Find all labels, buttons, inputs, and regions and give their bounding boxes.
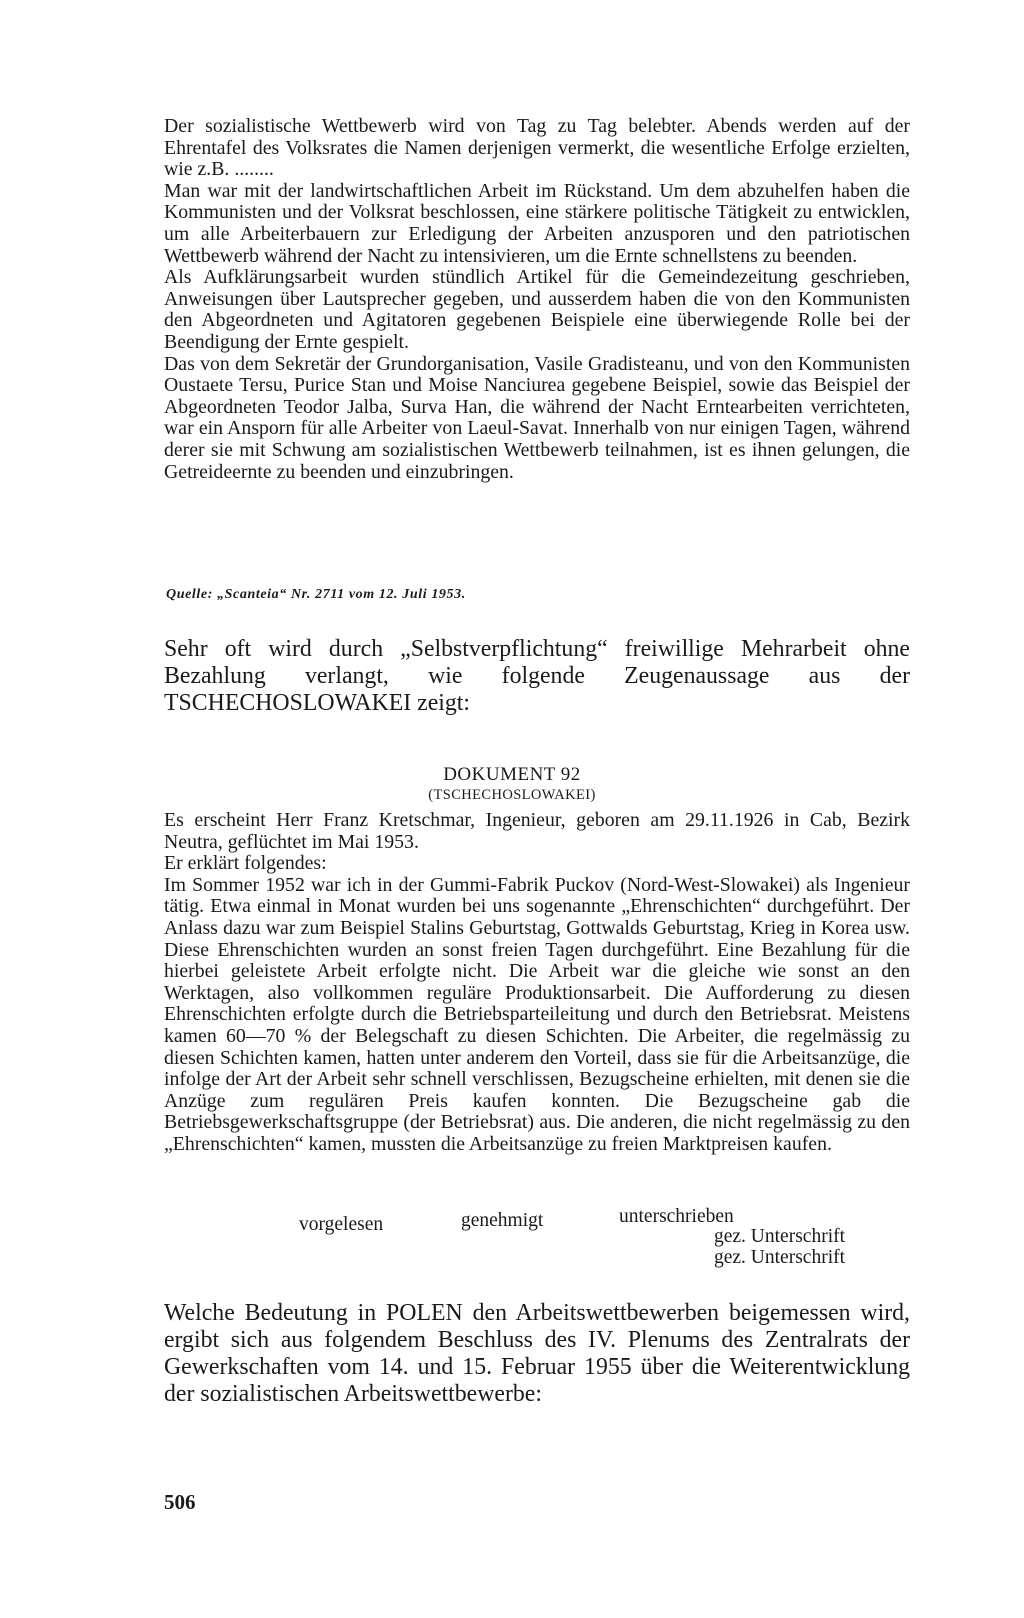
page-number: 506 [164,1490,196,1514]
signature-line-1: gez. Unterschrift [714,1226,846,1247]
document-title: DOKUMENT 92 [443,764,581,785]
source-citation: Quelle: „Scanteia“ Nr. 2711 vom 12. Juli 1953. [166,587,466,602]
paragraph: Es erscheint Herr Franz Kretschmar, Ingenieur, geboren am 29.11.1926 in Cab, Bezirk Neutra, geflüchtet im Mai 1953. [164,809,910,853]
paragraph: Als Aufklärungsarbeit wurden stündlich Artikel für die Gemeindezeitung geschrieben, Anweisungen über Lautsprecher gegeben, und ausserdem haben die von den Kommunisten den Abgeordneten und Agitatoren gegebenen Beispiele eine überwiegende Rolle bei der Beendigung der Ernte gespielt. [164,266,910,353]
paragraph: Er erklärt folgendes: [164,852,327,875]
paragraph: Sehr oft wird durch „Selbstverpflichtung“ freiwillige Mehrarbeit ohne Bezahlung verlangt, wie folgende Zeugenaussage aus der TSCHECHOSLOWAKEI zeigt: [164,636,910,716]
testimony [164,810,910,1156]
signature-read: vorgelesen [299,1214,384,1235]
signature-approved: genehmigt [461,1210,544,1231]
paragraph: Das von dem Sekretär der Grundorganisation, Vasile Gradisteanu, und von den Kommunisten Oustaete Tersu, Purice Stan und Moise Nanciurea gegebene Beispiel, sowie das Beispiel der Abgeordneten Teodor Jalba, Surva Han, die während der Nacht Erntearbeiten verrichteten, war ein Ansporn für alle Arbeiter von Laeul-Savat. Innerhalb von nur einigen Tagen, während derer sie mit Schwung am sozialistischen Wettbewerb teilnahmen, ist es ihnen gelungen, die Getreideernte zu beenden und einzubringen. [164,352,910,483]
closing-paragraph [164,1300,910,1408]
document-subtitle: (TSCHECHOSLOWAKEI) [428,787,596,803]
signature-line-2: gez. Unterschrift [714,1247,846,1268]
paragraph: Welche Bedeutung in POLEN den Arbeitswettbewerben beigemessen wird, ergibt sich aus folgendem Beschluss des IV. Plenums des Zentralrats der Gewerkschaften vom 14. und 15. Februar 1955 über die Weiterentwicklung der sozialistischen Arbeitswettbewerbe: [164,1300,910,1407]
intro-paragraph [164,636,910,717]
report-excerpt [164,116,910,483]
paragraph: Im Sommer 1952 war ich in der Gummi-Fabrik Puckov (Nord-West-Slowakei) als Ingenieur tätig. Etwa einmal in Monat wurden bei uns sogenannte „Ehrenschichten“ durchgeführt. Der Anlass dazu war zum Beispiel Stalins Geburtstag, Gottwalds Geburtstag, Krieg in Korea usw. Diese Ehrenschichten wurden an sonst freien Tagen durchgeführt. Eine Bezahlung für die hierbei geleistete Arbeit erfolgte nicht. Die Arbeit war die gleiche wie sonst an den Werktagen, also vollkommen reguläre Produktionsarbeit. Die Aufforderung zu diesen Ehrenschichten erfolgte durch die Betriebsparteileitung und durch den Betriebsrat. Meistens kamen 60—70 % der Belegschaft zu diesen Schichten. Die Arbeiter, die regelmässig zu diesen Schichten kamen, hatten unter anderem den Vorteil, dass sie für die Arbeitsanzüge, die infolge der Art der Arbeit sehr schnell verschlissen, Bezugscheine erhielten, mit denen sie die Anzüge zum regulären Preis kaufen konnten. Die Bezugscheine gab die Betriebsgewerkschaftsgruppe (der Betriebsrat) aus. Die anderen, die nicht regelmässig zu den „Ehrenschichten“ kamen, mussten die Arbeitsanzüge zu freien Marktpreisen kaufen. [164,873,910,1155]
paragraph: Der sozialistische Wettbewerb wird von Tag zu Tag belebter. Abends werden auf der Ehrentafel des Volksrates die Namen derjenigen vermerkt, die wesentliche Erfolge erzielten, wie z.B. ........ [164,115,910,181]
signature-signed: unterschrieben [619,1206,734,1227]
paragraph: Man war mit der landwirtschaftlichen Arbeit im Rückstand. Um dem abzuhelfen haben die Kommunisten und der Volksrat beschlossen, eine stärkere politische Tätigkeit zu entwicklen, um alle Arbeiterbauern zur Erledigung der Arbeiten anzusporen und den patriotischen Wettbewerb während der Nacht zu intensivieren, um die Ernte schnellstens zu beenden. [164,179,910,267]
